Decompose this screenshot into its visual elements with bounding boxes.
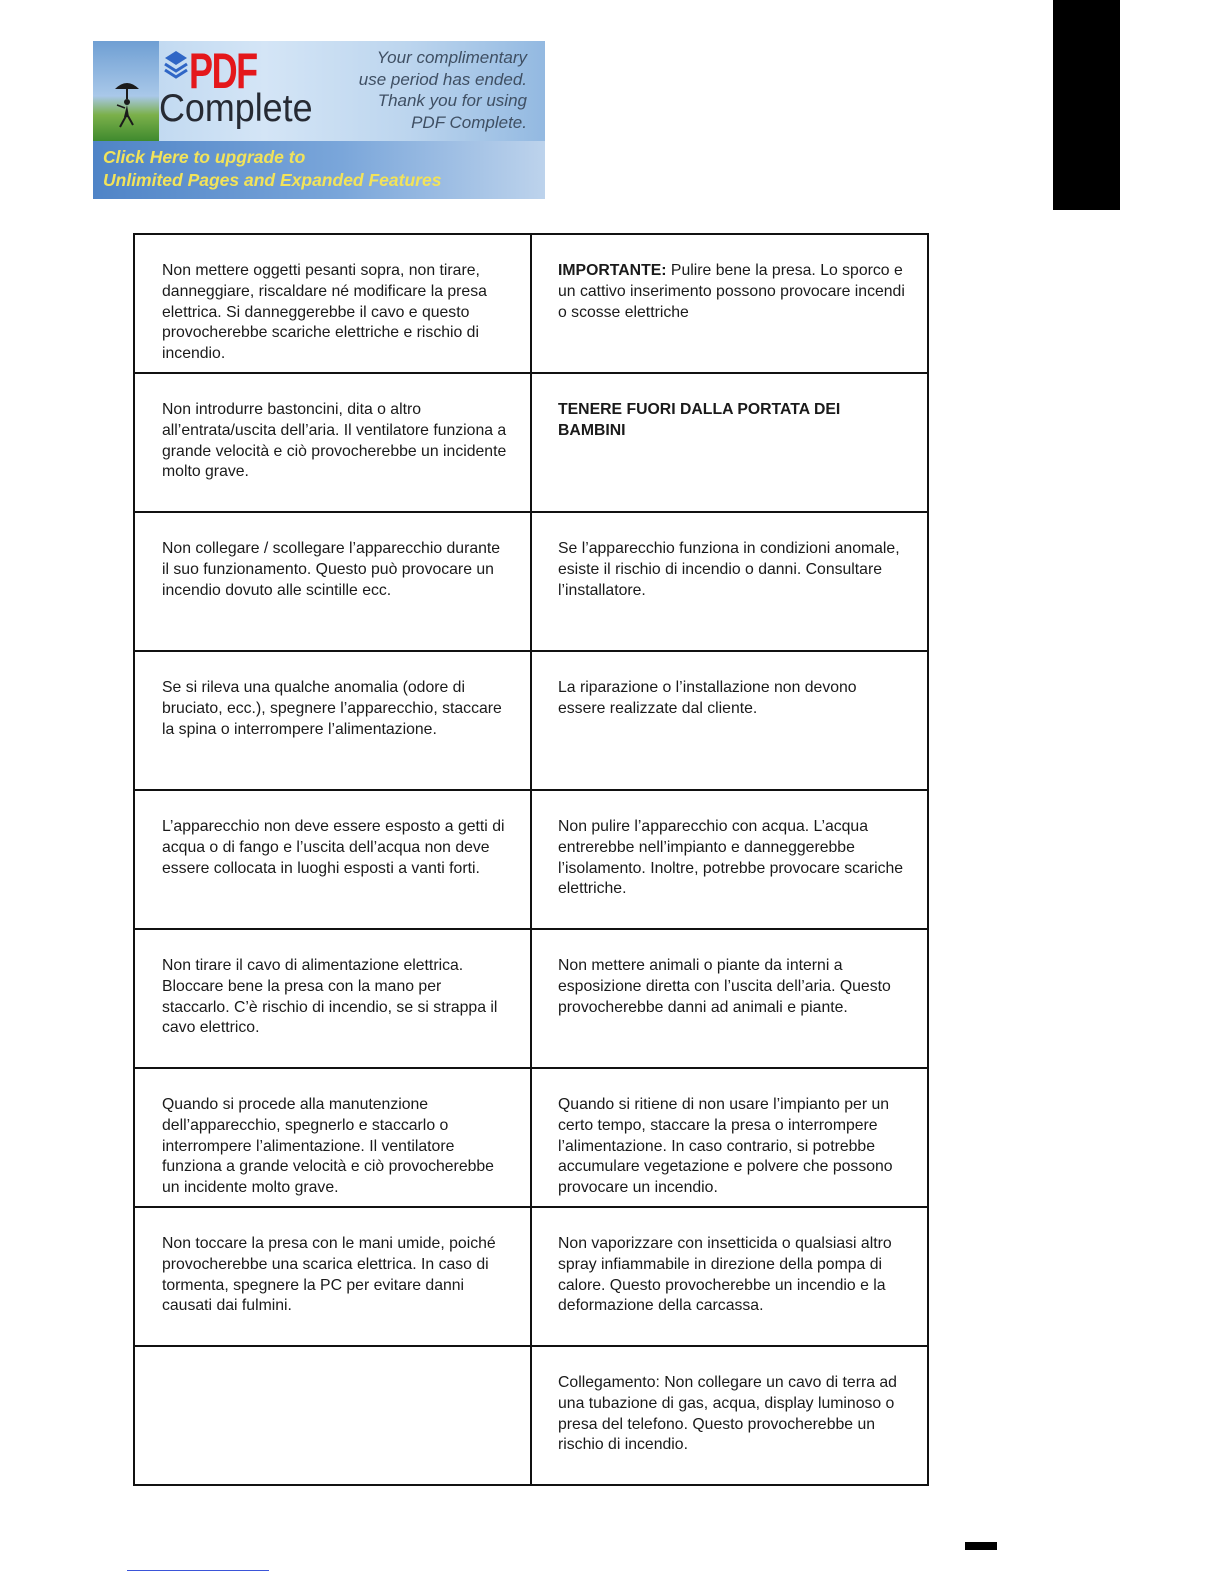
warning-cell: Non mettere oggetti pesanti sopra, non tirare, danneggiare, riscaldare né modificare la presa elettrica. Si danneggerebbe il cavo e questo provocherebbe scariche elettriche e rischio di incendio.	[134, 234, 531, 373]
upgrade-line: Click Here to upgrade to	[103, 147, 306, 167]
notice-line: Thank you for using	[377, 91, 527, 110]
trial-notice	[327, 47, 527, 133]
warning-text: Pulire bene la presa. Lo sporco e un cattivo inserimento possono provocare incendi o scosse elettriche	[558, 262, 905, 321]
notice-line: Your complimentary	[376, 48, 527, 67]
notice-line: PDF Complete.	[411, 112, 527, 132]
table-row	[134, 651, 928, 790]
table-row	[134, 929, 928, 1068]
warning-cell: Non tirare il cavo di alimentazione elettrica. Bloccare bene la presa con la mano per staccarlo. C’è rischio di incendio, se si strappa il cavo elettrico.	[134, 929, 531, 1068]
table-row	[134, 512, 928, 651]
warning-cell: L’apparecchio non deve essere esposto a getti di acqua o di fango e l’uscita dell’acqua non deve essere collocata in luoghi esposti a vanti forti.	[134, 790, 531, 929]
section-tab	[1053, 0, 1120, 210]
empty-cell	[134, 1346, 531, 1485]
important-label: IMPORTANTE:	[558, 262, 667, 279]
warning-cell: Non introdurre bastoncini, dita o altro all’entrata/uscita dell’aria. Il ventilatore funziona a grande velocità e ciò provocherebbe un incidente molto grave.	[134, 373, 531, 512]
upgrade-line: Unlimited Pages and Expanded Features	[103, 170, 442, 190]
warning-cell: La riparazione o l’installazione non devono essere realizzate dal cliente.	[531, 651, 928, 790]
notice-line: use period has ended.	[358, 69, 527, 89]
banner-header	[93, 41, 545, 141]
table-row	[134, 1207, 928, 1346]
table-row	[134, 1346, 928, 1485]
upgrade-link[interactable]	[93, 141, 545, 199]
warning-cell: Non vaporizzare con insetticida o qualsiasi altro spray infiammabile in direzione della pompa di calore. Questo provocherebbe un incendio e la deformazione della carcassa.	[531, 1207, 928, 1346]
umbrella-figure-icon	[93, 41, 159, 141]
warning-cell: Non toccare la presa con le mani umide, poiché provocherebbe una scarica elettrica. In caso di tormenta, spegnere la PC per evitare danni causati dai fulmini.	[134, 1207, 531, 1346]
warning-cell: Collegamento: Non collegare un cavo di terra ad una tubazione di gas, acqua, display luminoso o presa del telefono. Questo provocherebbe un rischio di incendio.	[531, 1346, 928, 1485]
brand-pdf: PDF	[189, 43, 257, 99]
footer-rule	[127, 1570, 269, 1571]
page-marker	[965, 1542, 997, 1550]
warning-cell: Se l’apparecchio funziona in condizioni anomale, esiste il rischio di incendio o danni. Consultare l’installatore.	[531, 512, 928, 651]
warning-cell: Non pulire l’apparecchio con acqua. L’acqua entrerebbe nell’impianto e danneggerebbe l’isolamento. Inoltre, potrebbe provocare scariche elettriche.	[531, 790, 928, 929]
safety-warnings-table	[133, 233, 929, 1486]
banner-landscape	[93, 41, 159, 141]
upgrade-banner[interactable]	[93, 41, 545, 199]
table-row	[134, 234, 928, 373]
warning-cell: Non collegare / scollegare l’apparecchio durante il suo funzionamento. Questo può provocare un incendio dovuto alle scintille ecc.	[134, 512, 531, 651]
brand-complete: Complete	[159, 87, 313, 130]
warning-cell: Se si rileva una qualche anomalia (odore di bruciato, ecc.), spegnere l’apparecchio, staccare la spina o interrompere l’alimentazione.	[134, 651, 531, 790]
warning-cell: Non mettere animali o piante da interni a esposizione diretta con l’uscita dell’aria. Questo provocherebbe danni ad animali e piante.	[531, 929, 928, 1068]
table-row	[134, 373, 928, 512]
layers-logo-icon	[163, 49, 189, 79]
warning-cell: Quando si ritiene di non usare l’impianto per un certo tempo, staccare la presa o interrompere l’alimentazione. In caso contrario, si potrebbe accumulare vegetazione e polvere che possono provocare un incendio.	[531, 1068, 928, 1207]
warning-cell: TENERE FUORI DALLA PORTATA DEI BAMBINI	[531, 373, 928, 512]
table-row	[134, 790, 928, 929]
table-row	[134, 1068, 928, 1207]
warning-cell: Quando si procede alla manutenzione dell’apparecchio, spegnerlo e staccarlo o interrompere l’alimentazione. Il ventilatore funziona a grande velocità e ciò provocherebbe un incidente molto grave.	[134, 1068, 531, 1207]
warning-cell	[531, 234, 928, 373]
